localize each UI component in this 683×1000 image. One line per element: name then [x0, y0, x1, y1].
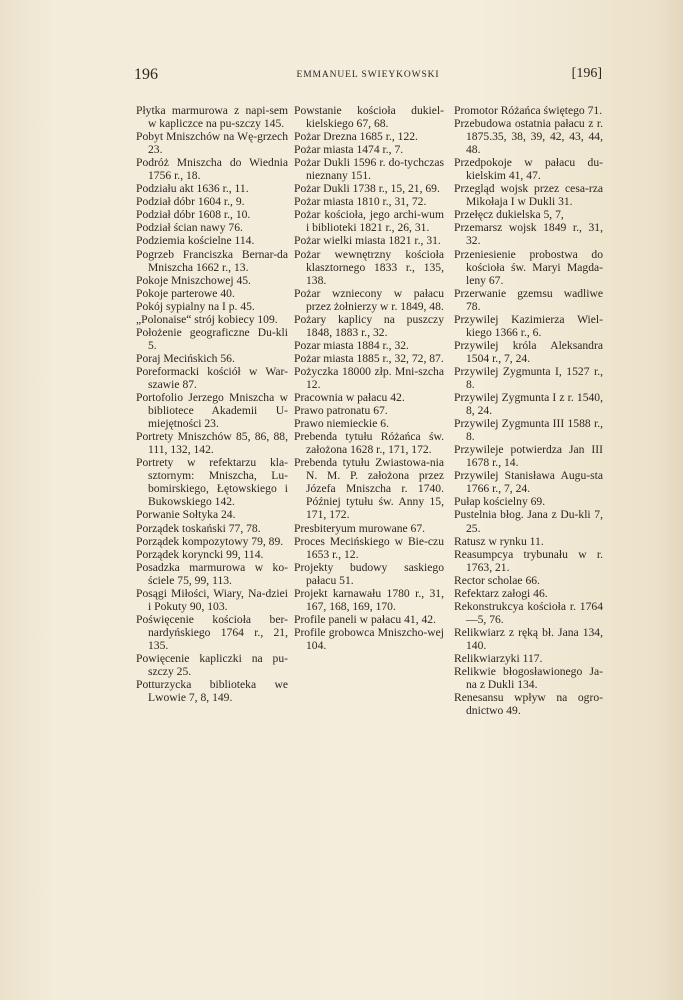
index-entry: Pułap kościelny 69. [454, 495, 546, 509]
index-entry: Podział dóbr 1604 r., 9. [136, 195, 245, 209]
index-entry: Portrety w refektarzu kla-sztornym: Mniszcha, Lu-bomirskiego, Łętowskiego i Bukowskiego 142. [136, 456, 288, 509]
index-entry: Porządek koryncki 99, 114. [136, 547, 264, 561]
index-entry: Przywilej Kazimierza Wiel-kiego 1366 r., 6. [454, 312, 603, 339]
index-entry: Podział dóbr 1608 r., 10. [136, 208, 251, 222]
index-entry: Przemarsz wojsk 1849 r., 31, 32. [454, 221, 603, 248]
index-entry: Pokój sypialny na I p. 45. [136, 299, 255, 313]
index-entry: Prawo niemieckie 6. [294, 417, 389, 431]
index-entry: Relikwie błogosławionego Ja-na z Dukli 134. [454, 665, 603, 692]
page-number: 196 [134, 66, 158, 83]
index-entry: Pożar wielki miasta 1821 r., 31. [294, 234, 441, 248]
index-entry: Pobyt Mniszchów na Wę-grzech 23. [136, 130, 288, 157]
index-entry: „Polonaise“ strój kobiecy 109. [136, 312, 278, 326]
index-entry: Profile paneli w pałacu 41, 42. [294, 612, 436, 626]
index-entry: Podziału akt 1636 r., 11. [136, 182, 249, 196]
index-entry: Przywilej króla Aleksandra 1504 r., 7, 24. [454, 338, 603, 365]
index-entry: Powstanie kościoła dukiel-kielskiego 67, 68. [294, 104, 444, 131]
index-entry: Przywilej Zygmunta I z r. 1540, 8, 24. [454, 391, 603, 418]
index-entry: Pozar miasta 1884 r., 32. [294, 338, 409, 352]
index-entry: Renesansu wpływ na ogro-dnictwo 49. [454, 691, 603, 718]
page-header [134, 66, 602, 86]
index-entry: Podział ścian nawy 76. [136, 221, 243, 235]
index-entry: Przegląd wojsk przez cesa-rza Mikołaja I w Dukli 31. [454, 182, 603, 209]
index-entry: Pokoje parterowe 40. [136, 286, 235, 300]
index-entry: Przywilej Zygmunta I, 1527 r., 8. [454, 364, 603, 391]
index-entry: Pożar miasta 1885 r., 32, 72, 87. [294, 351, 444, 365]
index-entry: Portrety Mniszchów 85, 86, 88, 111, 132, 142. [136, 430, 288, 457]
index-entry: Projekty budowy saskiego pałacu 51. [294, 560, 444, 587]
index-entry: Porwanie Sołtyka 24. [136, 508, 236, 522]
index-entry: Przebudowa ostatnia pałacu z r. 1875.35, 38, 39, 42, 43, 44, 48. [454, 117, 603, 157]
index-entry: Prawo patronatu 67. [294, 404, 388, 418]
page-reference: [196] [571, 66, 602, 81]
index-entry: Porządek toskański 77, 78. [136, 521, 261, 535]
index-entry: Projekt karnawału 1780 r., 31, 167, 168, 169, 170. [294, 586, 444, 613]
index-entry: Prebenda tytułu Zwiastowa-nia N. M. P. założona przez Józefa Mniszcha r. 1740. Później tytułu św. Anny 15, 171, 172. [294, 456, 444, 522]
index-entry: Pożar kościoła, jego archi-wum i biblioteki 1821 r., 26, 31. [294, 208, 444, 235]
index-entry: Powięcenie kapliczki na pu-szczy 25. [136, 651, 288, 679]
index-entry: Poraj Mecińskich 56. [136, 351, 235, 365]
index-entry: Pożar miasta 1810 r., 31, 72. [294, 195, 427, 209]
index-entry: Relikwiarz z ręką bł. Jana 134, 140. [454, 625, 603, 652]
index-entry: Prebenda tytułu Różańca św. założona 1628 r., 171, 172. [294, 430, 444, 457]
index-entry: Potturzycka biblioteka we Lwowie 7, 8, 149. [136, 678, 288, 705]
index-entry: Posadzka marmurowa w ko-ściele 75, 99, 113. [136, 560, 288, 587]
index-entry: Ratusz w rynku 11. [454, 534, 544, 548]
index-entry: Pożar Dukli 1738 r., 15, 21, 69. [294, 182, 440, 196]
index-entry: Promotor Różańca świętego 71. [454, 104, 603, 117]
index-column-3 [454, 104, 603, 717]
index-entry: Płytka marmurowa z napi-sem w kapliczce na pu-szczy 145. [136, 104, 288, 131]
running-title: EMMANUEL SWIEYKOWSKI [296, 70, 440, 80]
index-entry: Pożar wewnętrzny kościoła klasztornego 1833 r., 135, 138. [294, 247, 444, 287]
index-column-1 [136, 104, 288, 704]
index-entry: Położenie geograficzne Du-kli 5. [136, 325, 288, 352]
index-entry: Reasumpcya trybunału w r. 1763, 21. [454, 547, 603, 574]
index-entry: Pustelnia błog. Jana z Du-kli 7, 25. [454, 508, 603, 535]
index-entry: Przywileje potwierdza Jan III 1678 r., 14. [454, 443, 603, 470]
index-entry: Przerwanie gzemsu wadliwe 78. [454, 286, 603, 313]
index-entry: Porządek kompozytowy 79, 89. [136, 534, 284, 548]
index-entry: Podziemia kościelne 114. [136, 234, 255, 248]
index-entry: Pracownia w pałacu 42. [294, 391, 405, 405]
index-column-2 [294, 104, 444, 652]
index-entry: Przywilej Stanisława Augu-sta 1766 r., 7, 24. [454, 469, 603, 496]
index-entry: Przełęcz dukielska 5, 7, [454, 208, 564, 222]
index-entry: Poświęcenie kościoła ber-nardyńskiego 1764 r., 21, 135. [136, 612, 288, 652]
index-entry: Refektarz załogi 46. [454, 586, 548, 600]
index-entry: Pożar Dukli 1596 r. do-tychczas nieznany 151. [294, 156, 444, 183]
index-entry: Pokoje Mniszchowej 45. [136, 273, 251, 287]
index-entry: Proces Mecińskiego w Bie-czu 1653 r., 12. [294, 534, 444, 561]
index-entry: Przeniesienie probostwa do kościoła św. Maryi Magda-leny 67. [454, 247, 603, 287]
index-entry: Podróż Mniszcha do Wiednia 1756 r., 18. [136, 156, 288, 183]
index-entry: Pożar miasta 1474 r., 7. [294, 143, 404, 157]
index-entry: Przedpokoje w pałacu du-kielskim 41, 47. [454, 156, 603, 183]
index-entry: Poreformacki kościół w War-szawie 87. [136, 364, 288, 391]
index-entry: Pogrzeb Franciszka Bernar-da Mniszcha 1662 r., 13. [136, 247, 288, 274]
index-entry: Pożar Drezna 1685 r., 122. [294, 130, 418, 144]
index-entry: Pożary kaplicy na puszczy 1848, 1883 r., 32. [294, 312, 444, 339]
index-entry: Presbiteryum murowane 67. [294, 521, 426, 535]
index-entry: Rekonstrukcya kościoła r. 1764—5, 76. [454, 599, 603, 626]
index-entry: Profile grobowca Mniszcho-wej 104. [294, 625, 444, 652]
index-entry: Relikwiarzyki 117. [454, 651, 543, 665]
index-entry: Portofolio Jerzego Mniszcha w bibliotece Akademii U-miejętności 23. [136, 391, 288, 431]
index-entry: Rector scholae 66. [454, 573, 540, 587]
index-entry: Posągi Miłości, Wiary, Na-dziei i Pokuty 90, 103. [136, 586, 288, 613]
index-entry: Pożyczka 18000 złp. Mni-szcha 12. [294, 364, 444, 391]
index-entry: Przywilej Zygmunta III 1588 r., 8. [454, 417, 603, 444]
index-entry: Pożar wzniecony w pałacu przez żołnierzy w r. 1849, 48. [294, 286, 444, 313]
